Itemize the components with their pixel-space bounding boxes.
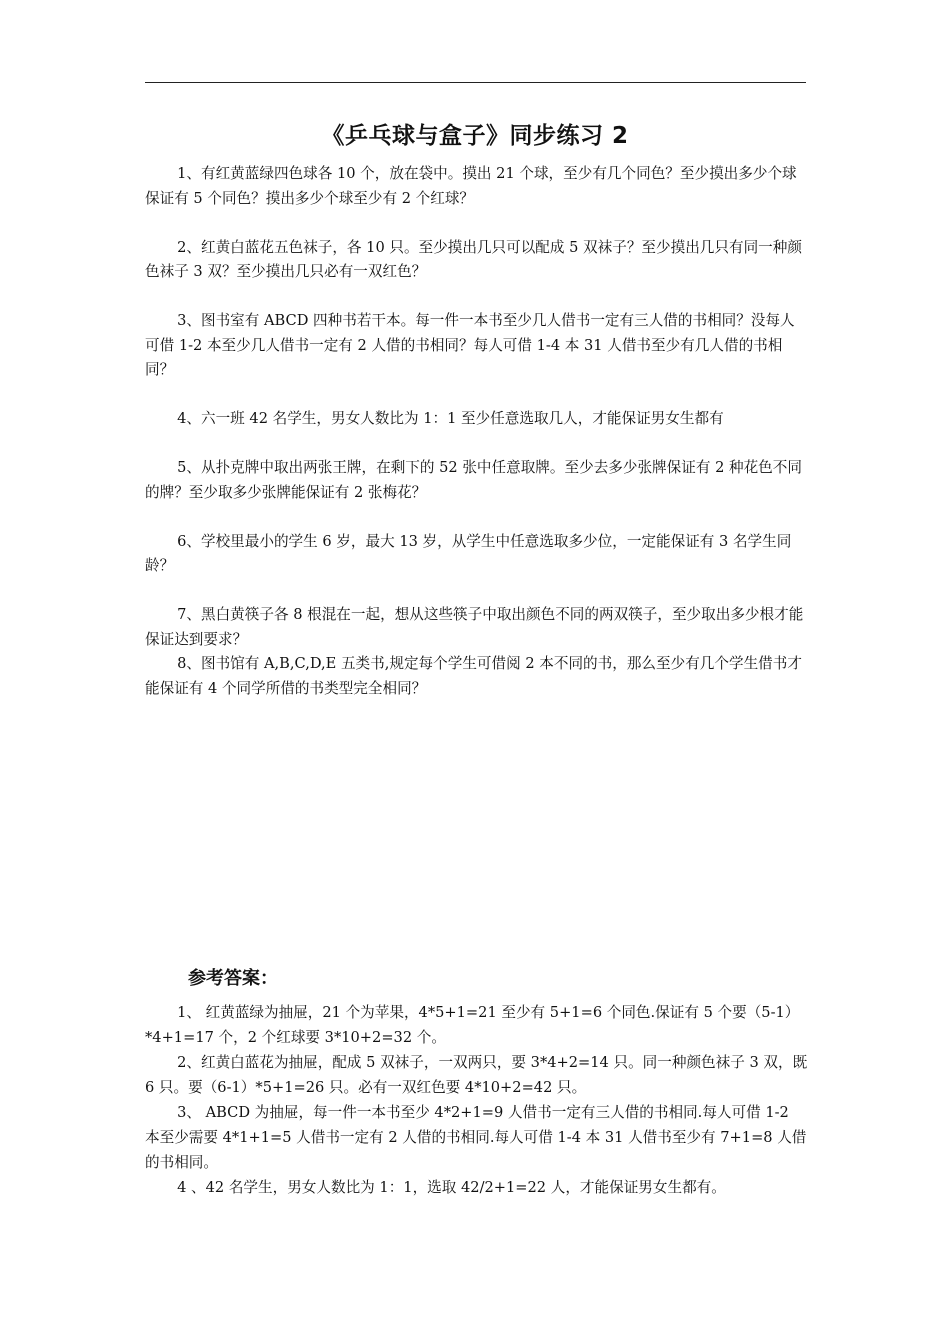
- question-6: 6、学校里最小的学生 6 岁，最大 13 岁，从学生中任意选取多少位，一定能保证有 3 名学生同龄？: [145, 532, 792, 574]
- spacer: [145, 383, 808, 408]
- answers-section: [145, 1000, 808, 1200]
- answer-2: 2、红黄白蓝花为抽屉，配成 5 双袜子，一双两只，要 3*4+2=14 只。同一种颜色袜子 3 双，既 6 只。要（6-1）*5+1=26 只。必有一双红色要 4*10+2=42 只。: [145, 1054, 808, 1096]
- answer-3: 3、 ABCD 为抽屉，每一件一本书至少 4*2+1=9 人借书一定有三人借的书相同.每人可借 1-2 本至少需要 4*1+1=5 人借书一定有 2 人借的书相同.每人可借 1-4 本 31 人借书至少有 7+1=8 人借的书相同。: [145, 1104, 807, 1171]
- question-5: 5、从扑克牌中取出两张王牌，在剩下的 52 张中任意取牌。至少去多少张牌保证有 2 种花色不同的牌？至少取多少张牌能保证有 2 张梅花？: [145, 459, 802, 501]
- spacer: [145, 285, 808, 310]
- question-4: 4、六一班 42 名学生，男女人数比为 1：1 至少任意选取几人，才能保证男女生都有: [177, 410, 724, 427]
- spacer: [145, 432, 808, 457]
- spacer: [145, 579, 808, 604]
- question-2: 2、红黄白蓝花五色袜子，各 10 只。至少摸出几只可以配成 5 双袜子？至少摸出几只有同一种颜色袜子 3 双？至少摸出几只必有一双红色？: [145, 238, 802, 280]
- question-7: 7、黑白黄筷子各 8 根混在一起，想从这些筷子中取出颜色不同的两双筷子，至少取出多少根才能保证达到要求？: [145, 606, 804, 648]
- question-3: 3、图书室有 ABCD 四种书若干本。每一件一本书至少几人借书一定有三人借的书相同？没每人可借 1-2 本至少几人借书一定有 2 人借的书相同？每人可借 1-4 本 31 人借书至少有几人借的书相同？: [145, 312, 795, 378]
- page-title: 《乒乓球与盒子》同步练习 2: [321, 123, 629, 149]
- question-1: 1、有红黄蓝绿四色球各 10 个，放在袋中。摸出 21 个球，至少有几个同色？至少摸出多少个球保证有 5 个同色？摸出多少个球至少有 2 个红球？: [145, 165, 797, 207]
- answer-4: 4 、42 名学生，男女人数比为 1：1，选取 42/2+1=22 人，才能保证男女生都有。: [177, 1179, 726, 1196]
- spacer: [145, 505, 808, 530]
- answer-1: 1、 红黄蓝绿为抽屉，21 个为苹果，4*5+1=21 至少有 5+1=6 个同色.保证有 5 个要（5-1）*4+1=17 个，2 个红球要 3*10+2=32 个。: [145, 1004, 800, 1046]
- questions-section: [145, 162, 808, 701]
- answers-heading: 参考答案：: [188, 968, 278, 989]
- question-8: 8、图书馆有 A,B,C,D,E 五类书,规定每个学生可借阅 2 本不同的书，那么至少有几个学生借书才能保证有 4 个同学所借的书类型完全相同？: [145, 655, 802, 697]
- spacer: [145, 211, 808, 236]
- header-rule: [145, 82, 806, 83]
